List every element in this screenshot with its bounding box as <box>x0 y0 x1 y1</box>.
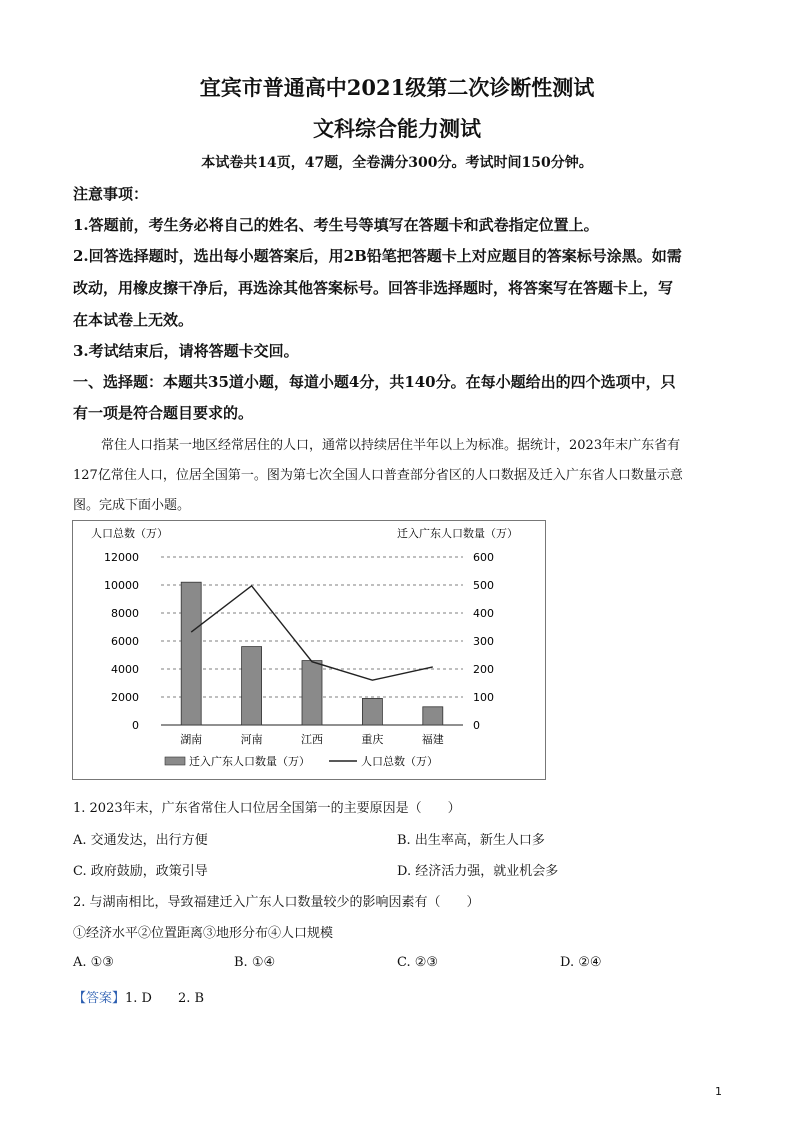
page-number: 1 <box>715 1085 722 1098</box>
q2-stem: 2. 与湖南相比，导致福建迁入广东人口数量较少的影响因素有（ ） <box>73 895 480 910</box>
bar <box>181 582 201 725</box>
notice-heading: 注意事项： <box>73 185 149 203</box>
left-axis-title: 人口总数（万） <box>91 527 168 540</box>
right-axis-title: 迁入广东人口数量（万） <box>397 527 518 540</box>
passage-line1: 常住人口指某一地区经常居住的人口，通常以持续居住半年以上为标准。据统计，2023年末广东省有 <box>101 438 681 453</box>
legend-bar-label: 迁入广东人口数量（万） <box>189 755 310 768</box>
notice-item-2-line3: 在本试卷上无效。 <box>73 311 194 329</box>
notice-item-2-line1: 2.回答选择题时，选出每小题答案后，用2B铅笔把答题卡上对应题目的答案标号涂黑。如需 <box>73 247 682 265</box>
bar <box>242 647 262 725</box>
right-tick-label: 200 <box>473 663 494 676</box>
left-tick-label: 6000 <box>111 635 139 648</box>
q1-option-c: C. 政府鼓励，政策引导 <box>73 864 208 879</box>
exam-info: 本试卷共14页，47题，全卷满分300分。考试时间150分钟。 <box>201 155 593 171</box>
legend-line-label: 人口总数（万） <box>361 755 438 768</box>
q2-option-c: C. ②③ <box>397 955 439 970</box>
notice-item-1: 1.答题前，考生务必将自己的姓名、考生号等填写在答题卡和武卷指定位置上。 <box>73 216 599 234</box>
right-tick-label: 600 <box>473 551 494 564</box>
population-chart <box>72 520 546 780</box>
right-tick-label: 300 <box>473 635 494 648</box>
answer-line <box>73 987 204 1006</box>
section-heading-line1: 一、选择题：本题共35道小题，每道小题4分，共140分。在每小题给出的四个选项中，只 <box>73 373 676 391</box>
q1-option-a: A. 交通发达，出行方便 <box>73 833 208 848</box>
right-tick-label: 500 <box>473 579 494 592</box>
category-label: 河南 <box>240 733 263 746</box>
right-tick-label: 100 <box>473 691 494 704</box>
left-tick-label: 4000 <box>111 663 139 676</box>
q2-option-b: B. ①④ <box>234 955 276 970</box>
bar <box>362 698 382 725</box>
left-tick-label: 8000 <box>111 607 139 620</box>
passage-line3: 图。完成下面小题。 <box>73 498 191 513</box>
left-tick-label: 12000 <box>104 551 139 564</box>
legend-bar-swatch <box>165 757 185 765</box>
q1-option-b: B. 出生率高，新生人口多 <box>397 833 545 848</box>
q2-option-d: D. ②④ <box>560 955 602 970</box>
q2-factors: ①经济水平②位置距离③地形分布④人口规模 <box>73 926 334 941</box>
right-tick-label: 0 <box>473 719 480 732</box>
q1-option-d: D. 经济活力强，就业机会多 <box>397 864 559 879</box>
section-heading-line2: 有一项是符合题目要求的。 <box>73 404 254 422</box>
left-tick-label: 0 <box>132 719 139 732</box>
bar <box>423 707 443 725</box>
category-label: 江西 <box>301 733 323 746</box>
page-title: 宜宾市普通高中2021级第二次诊断性测试 <box>199 75 595 100</box>
left-tick-label: 10000 <box>104 579 139 592</box>
category-label: 湖南 <box>180 733 203 746</box>
notice-item-2-line2: 改动，用橡皮擦干净后，再选涂其他答案标号。回答非选择题时，将答案写在答题卡上，写 <box>73 279 674 297</box>
right-tick-label: 400 <box>473 607 494 620</box>
q2-option-a: A. ①③ <box>73 955 114 970</box>
passage-line2: 127亿常住人口，位居全国第一。图为第七次全国人口普查部分省区的人口数据及迁入广东省人口数量示意 <box>73 468 683 483</box>
bar <box>302 661 322 725</box>
q1-stem: 1. 2023年末，广东省常住人口位居全国第一的主要原因是（ ） <box>73 801 461 816</box>
category-label: 福建 <box>421 733 444 746</box>
answer-tag: 【答案】 <box>73 991 126 1006</box>
page-subtitle: 文科综合能力测试 <box>313 116 481 141</box>
category-label: 重庆 <box>361 733 384 746</box>
answer-text: 1. D 2. B <box>125 991 205 1006</box>
notice-item-3: 3.考试结束后，请将答题卡交回。 <box>73 342 299 360</box>
left-tick-label: 2000 <box>111 691 139 704</box>
chart-svg <box>73 521 545 779</box>
